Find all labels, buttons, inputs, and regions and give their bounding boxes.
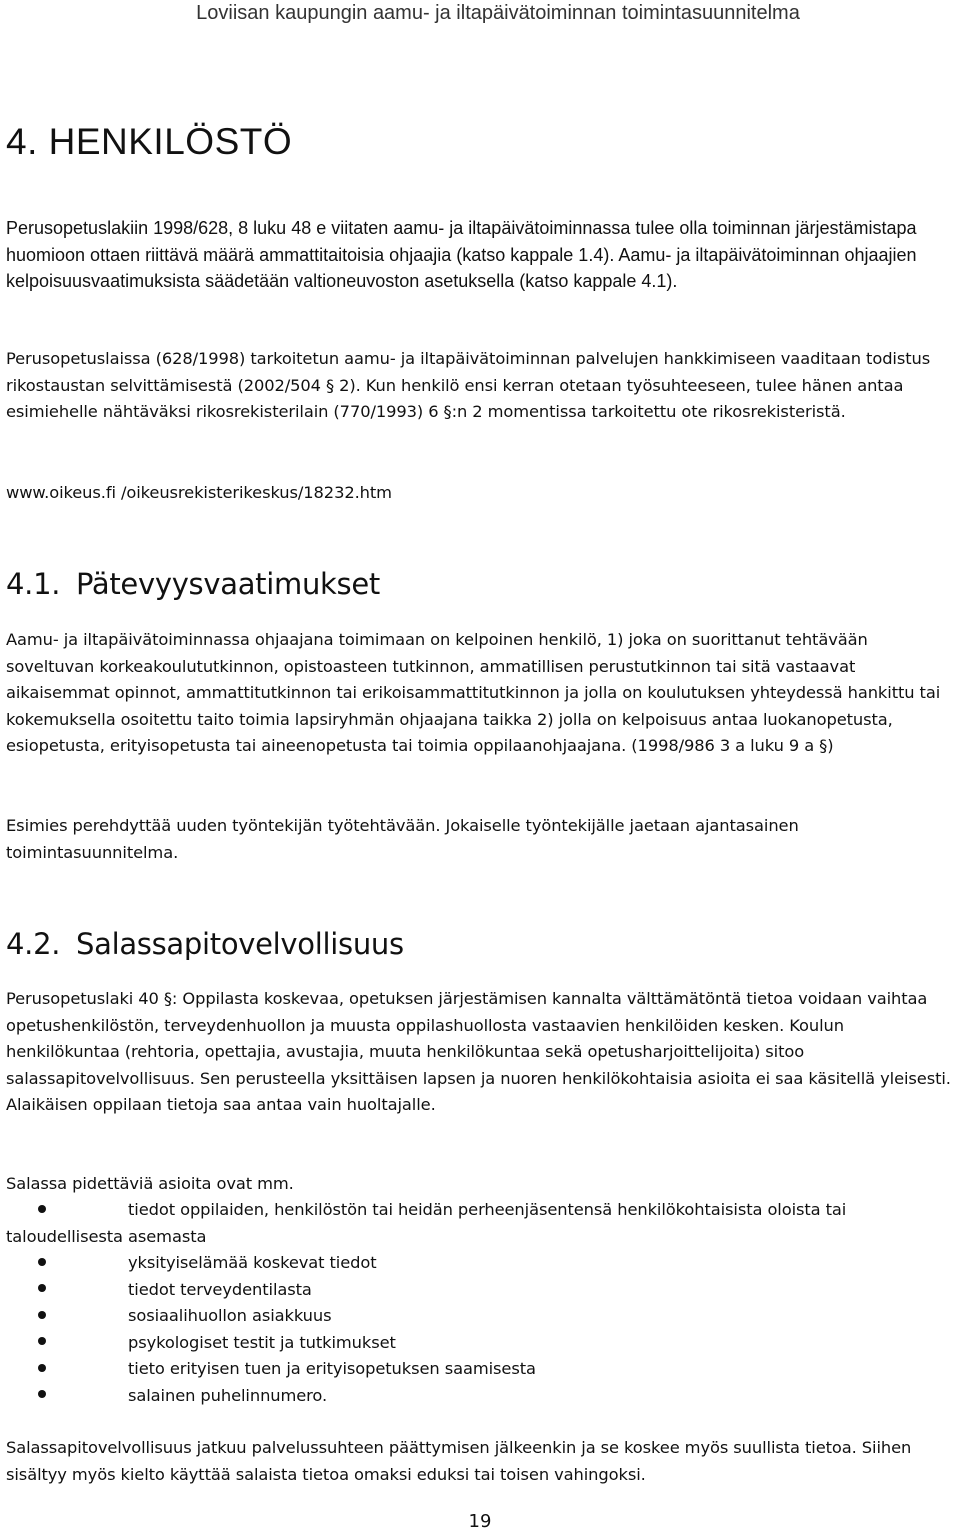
list-item-text: salainen puhelinnumero. [128, 1385, 328, 1405]
bullet-icon [38, 1258, 46, 1266]
orientation-paragraph: Esimies perehdyttää uuden työntekijän työtehtävään. Jokaiselle työntekijälle jaetaan ajantasainen toimintasuunnitelma. [6, 816, 799, 862]
confidentiality-paragraph: Perusopetuslaki 40 §: Oppilasta koskevaa, opetuksen järjestämisen kannalta välttämätöntä tietoa voidaan vaihtaa opetushenkilöstön, terveydenhuollon ja muusta oppilashuollosta vastaavien henkilöiden kesken. Koulun henkilökuntaa (rehtoria, opettajia, avustajia, muuta henkilökuntaa sekä opetusharjoittelijoita) sitoo salassapitovelvollisuus. Sen perusteella yksittäisen lapsen ja nuoren henkilökohtaisia asioita ei saa käsitellä yleisesti. Alaikäisen oppilaan tietoja saa antaa vain huoltajalle. [6, 989, 951, 1114]
subsection-title: Pätevyysvaatimukset [76, 567, 380, 601]
list-item [6, 1303, 956, 1330]
subsection-number: 4.2. [6, 927, 61, 961]
bullet-icon [38, 1390, 46, 1398]
running-header: Loviisan kaupungin aamu- ja iltapäivätoiminnan toimintasuunnitelma [196, 2, 800, 24]
list-item-text: tieto erityisen tuen ja erityisopetuksen saamisesta [128, 1359, 536, 1378]
list-intro: Salassa pidettäviä asioita ovat mm. [6, 1174, 294, 1193]
list-item [6, 1277, 956, 1304]
subsection-number: 4.1. [6, 567, 61, 601]
closing-paragraph: Salassapitovelvollisuus jatkuu palvelussuhteen päättymisen jälkeenkin ja se koskee myös suullista tietoa. Siihen sisältyy myös kielto käyttää salaista tietoa omaksi eduksi tai toisen vahingoksi. [6, 1438, 912, 1484]
intro-paragraph: Perusopetuslakiin 1998/628, 8 luku 48 e viitaten aamu- ja iltapäivätoiminnassa tulee olla toiminnan järjestämistapa huomioon ottaen riittävä määrä ammattitaitoisia ohjaajia (katso kappale 1.4). Aamu- ja iltapäivätoiminnan ohjaajien kelpoisuusvaatimuksista säädetään valtioneuvoston asetuksella (katso kappale 4.1). [6, 218, 917, 291]
criminal-record-paragraph: Perusopetuslaissa (628/1998) tarkoitetun aamu- ja iltapäivätoiminnan palvelujen hankkimiseen vaaditaan todistus rikostaustan selvittämisestä (2002/504 § 2). Kun henkilö ensi kerran otetaan työsuhteeseen, tulee hänen antaa esimiehelle nähtäväksi rikosrekisterilain (770/1993) 6 §:n 2 momentissa tarkoitettu ote rikosrekisteristä. [6, 349, 931, 421]
list-item [6, 1330, 956, 1357]
list-item [6, 1356, 956, 1383]
bullet-icon [38, 1364, 46, 1372]
list-item [6, 1250, 956, 1277]
list-item-text: psykologiset testit ja tutkimukset [128, 1332, 396, 1352]
confidential-items-list [6, 1197, 956, 1409]
bullet-icon [38, 1337, 46, 1345]
qualification-paragraph: Aamu- ja iltapäivätoiminnassa ohjaajana toimimaan on kelpoinen henkilö, 1) joka on suorittanut tehtävään soveltuvan korkeakoulututkinnon, opistoasteen tutkinnon, ammatillisen perustutkinnon tai sitä vastaavat aikaisemmat opinnot, ammattitutkinnon tai erikoisammattitutkinnon ja jolla on koulutuksen yhteydessä hankittu tai kokemuksella osoitettu taito toimia lapsiryhmän ohjaajana taikka 2) jolla on kelpoisuus antaa luokanopetusta, esiopetusta, erityisopetusta tai aineenopetusta tai toimia oppilaanohjaajana. (1998/986 3 a luku 9 a §) [6, 630, 941, 755]
list-item-text: sosiaalihuollon asiakkuus [128, 1306, 332, 1325]
subsection-title: Salassapitovelvollisuus [76, 927, 404, 961]
reference-link[interactable]: www.oikeus.fi /oikeusrekisterikeskus/18232.htm [6, 483, 392, 502]
bullet-icon [38, 1311, 46, 1319]
page-number: 19 [468, 1511, 492, 1532]
list-item-text: yksityiselämää koskevat tiedot [128, 1253, 377, 1272]
bullet-icon [38, 1284, 46, 1292]
list-item [6, 1197, 956, 1250]
subsection-heading-4-1 [6, 564, 380, 604]
subsection-heading-4-2 [6, 924, 404, 964]
bullet-icon [38, 1205, 46, 1213]
section-title: 4. HENKILÖSTÖ [6, 121, 293, 162]
list-item [6, 1383, 956, 1410]
list-item-text: tiedot oppilaiden, henkilöstön tai heidän perheenjäsentensä henkilökohtaisista oloista tai taloudellisesta asemasta [6, 1200, 847, 1246]
list-item-text: tiedot terveydentilasta [128, 1279, 312, 1299]
